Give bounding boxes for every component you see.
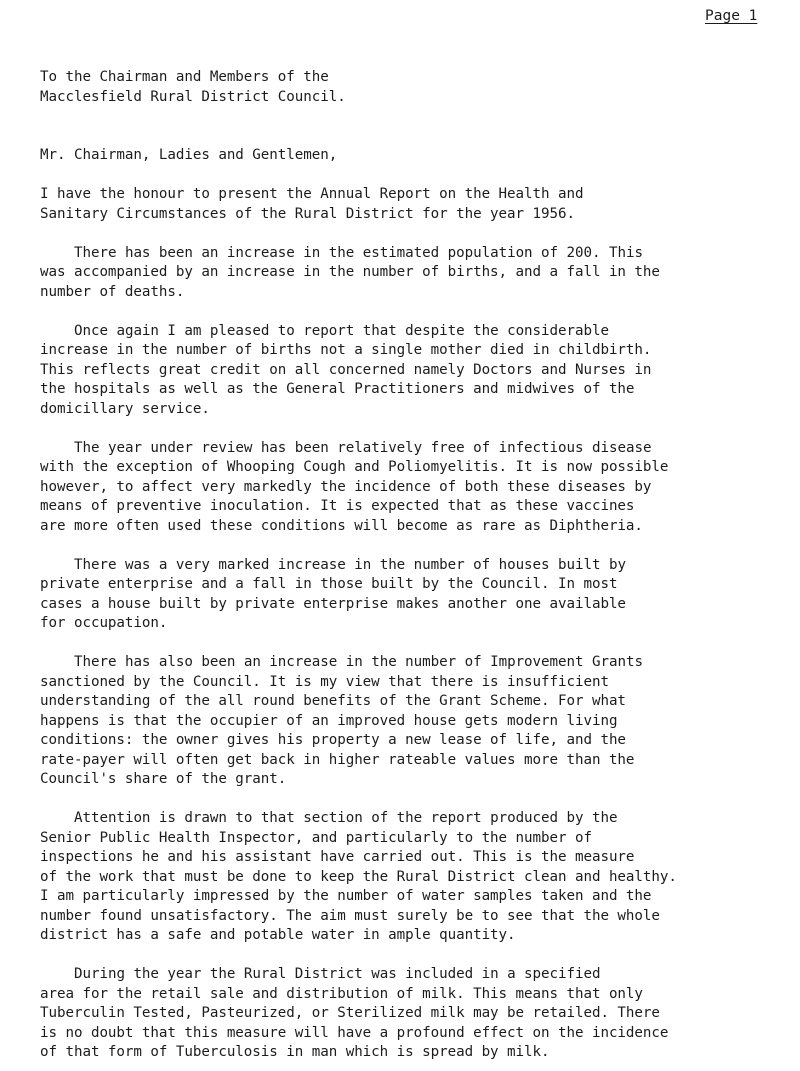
paragraph-line: conditions: the owner gives his property a new lease of life, and the — [40, 732, 626, 748]
paragraph-line: During the year the Rural District was included in a specified — [74, 966, 601, 982]
paragraph-line: the hospitals as well as the General Practitioners and midwives of the — [40, 381, 635, 397]
address-line: Macclesfield Rural District Council. — [40, 88, 346, 105]
paragraph-population — [40, 244, 800, 303]
paragraph-line: rate-payer will often get back in higher rateable values more than the — [40, 751, 635, 768]
paragraph-line: for occupation. — [40, 615, 168, 631]
address-line: To the Chairman and Members of the — [40, 69, 329, 85]
paragraph-line: increase in the number of births not a single mother died in childbirth. — [40, 342, 652, 358]
paragraph-line: Sanitary Circumstances of the Rural District for the year 1956. — [40, 205, 575, 222]
paragraph-line: means of preventive inoculation. It is expected that as these vaccines — [40, 498, 635, 514]
paragraph-line: understanding of the all round benefits of the Grant Scheme. For what — [40, 693, 626, 709]
paragraph-line: of the work that must be done to keep the Rural District clean and healthy. — [40, 868, 677, 885]
paragraph-line: I am particularly impressed by the number of water samples taken and the — [40, 888, 652, 904]
paragraph-milk — [40, 965, 800, 1063]
paragraph-line: was accompanied by an increase in the number of births, and a fall in the — [40, 264, 660, 280]
paragraph-line: area for the retail sale and distribution of milk. This means that only — [40, 985, 643, 1002]
paragraph-line: private enterprise and a fall in those built by the Council. In most — [40, 576, 618, 592]
paragraph-line: Council's share of the grant. — [40, 771, 287, 787]
salutation: Mr. Chairman, Ladies and Gentlemen, — [40, 147, 338, 163]
paragraph-line: Attention is drawn to that section of the report produced by the — [74, 810, 618, 826]
paragraph-infectious-disease — [40, 439, 800, 537]
address-block — [40, 68, 800, 107]
paragraph-line: There has been an increase in the estimated population of 200. This — [74, 244, 643, 261]
paragraph-line: number found unsatisfactory. The aim must surely be to see that the whole — [40, 907, 660, 924]
paragraph-line: This reflects great credit on all concerned namely Doctors and Nurses in — [40, 361, 652, 378]
paragraph-line: however, to affect very markedly the incidence of both these diseases by — [40, 478, 652, 495]
paragraph-line: inspections he and his assistant have carried out. This is the measure — [40, 849, 635, 865]
paragraph-childbirth — [40, 322, 800, 420]
paragraph-line: sanctioned by the Council. It is my view that there is insufficient — [40, 673, 609, 690]
paragraph-improvement-grants — [40, 653, 800, 790]
paragraph-line: Once again I am pleased to report that despite the considerable — [74, 322, 609, 339]
paragraph-line: Tuberculin Tested, Pasteurized, or Sterilized milk may be retailed. There — [40, 1005, 660, 1021]
paragraph-line: There was a very marked increase in the number of houses built by — [74, 556, 626, 573]
paragraph-line: There has also been an increase in the number of Improvement Grants — [74, 654, 643, 670]
paragraph-line: is no doubt that this measure will have a profound effect on the incidence — [40, 1024, 669, 1041]
paragraph-line: number of deaths. — [40, 283, 185, 300]
paragraph-line: The year under review has been relatively free of infectious disease — [74, 439, 652, 456]
paragraph-line: district has a safe and potable water in ample quantity. — [40, 927, 516, 943]
paragraph-line: happens is that the occupier of an improved house gets modern living — [40, 712, 618, 729]
paragraph-line: Senior Public Health Inspector, and particularly to the number of — [40, 829, 592, 846]
paragraph-housing — [40, 556, 800, 634]
paragraph-line: of that form of Tuberculosis in man which is spread by milk. — [40, 1044, 550, 1060]
page-number: Page 1 — [705, 8, 758, 24]
paragraph-report-intro — [40, 185, 800, 224]
paragraph-line: domicillary service. — [40, 400, 210, 417]
paragraph-line: cases a house built by private enterprise makes another one available — [40, 595, 626, 612]
report-body — [40, 68, 800, 1063]
paragraph-line: with the exception of Whooping Cough and Poliomyelitis. It is now possible — [40, 459, 669, 475]
paragraph-inspections — [40, 809, 800, 946]
paragraph-line: I have the honour to present the Annual Report on the Health and — [40, 186, 584, 202]
paragraph-line: are more often used these conditions will become as rare as Diphtheria. — [40, 517, 643, 534]
